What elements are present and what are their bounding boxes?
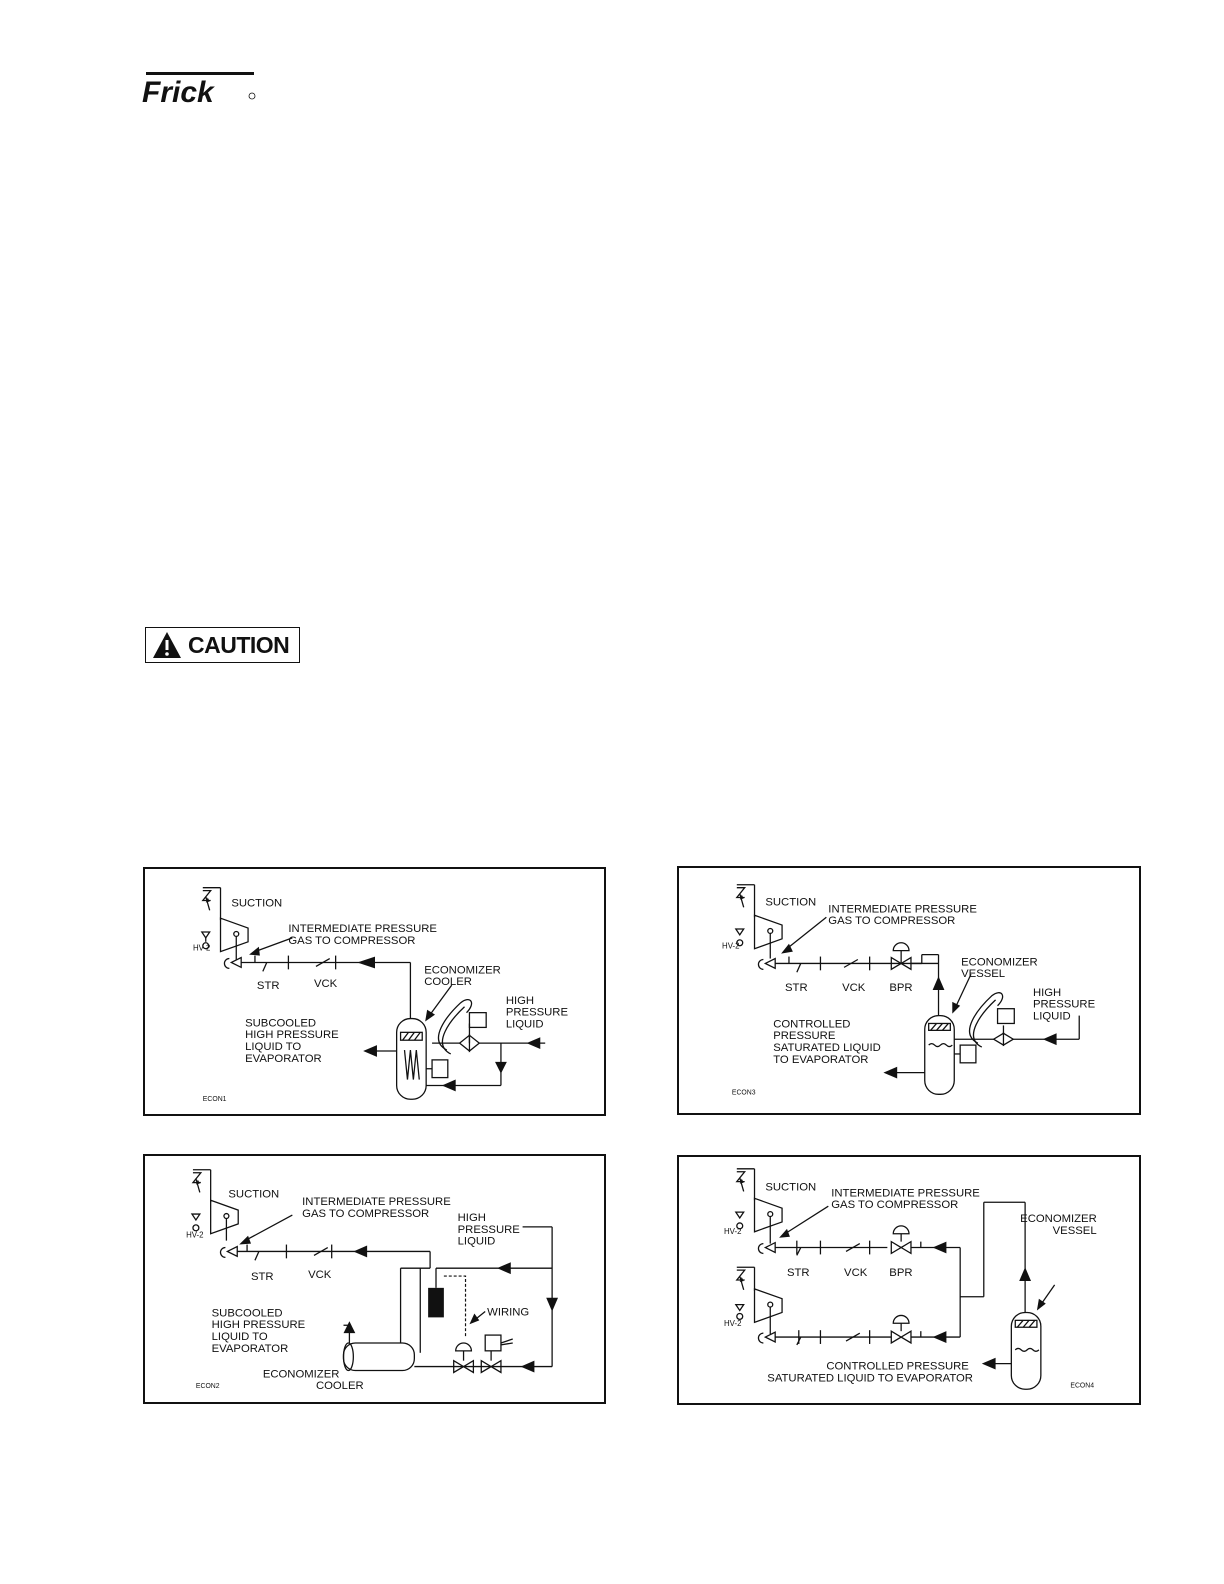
figure-id: ECON4 — [1070, 1382, 1095, 1390]
diagram-econ1 — [143, 867, 606, 1116]
label-out-3: SATURATED LIQUID — [773, 1042, 881, 1055]
label-vck: VCK — [313, 978, 338, 991]
label-out-4: EVAPORATOR — [211, 1342, 289, 1355]
figure-id: ECON2 — [195, 1383, 220, 1391]
label-hp-1: HIGH — [505, 994, 535, 1007]
label-out-1: CONTROLLED PRESSURE — [826, 1360, 969, 1373]
diagram-econ2 — [143, 1154, 606, 1404]
caution-label: CAUTION — [188, 631, 290, 658]
label-vck: VCK — [842, 981, 866, 994]
label-hv2: HV-2 — [192, 943, 211, 953]
label-intermediate-2: GAS TO COMPRESSOR — [831, 1199, 959, 1212]
warning-icon — [152, 631, 182, 659]
label-str: STR — [785, 981, 808, 994]
label-intermediate-2: GAS TO COMPRESSOR — [288, 934, 416, 947]
label-intermediate-2: GAS TO COMPRESSOR — [828, 915, 956, 928]
label-intermediate-2: GAS TO COMPRESSOR — [302, 1208, 430, 1221]
label-suction: SUCTION — [765, 896, 817, 909]
frick-logo — [140, 68, 260, 108]
label-hp-1: HIGH — [457, 1211, 486, 1224]
label-out-2: HIGH PRESSURE — [211, 1319, 306, 1332]
label-suction: SUCTION — [765, 1181, 817, 1194]
label-hv2-top: HV-2 — [724, 1226, 742, 1236]
diagram-econ4 — [677, 1155, 1141, 1405]
label-hp-1: HIGH — [1032, 986, 1062, 999]
label-vck: VCK — [844, 1267, 868, 1280]
label-out-2: SATURATED LIQUID TO EVAPORATOR — [767, 1372, 973, 1385]
label-out-2: HIGH PRESSURE — [245, 1029, 339, 1042]
label-bpr: BPR — [889, 981, 913, 994]
label-hv2: HV-2 — [186, 1230, 204, 1240]
label-out-1: CONTROLLED — [773, 1018, 851, 1031]
label-str: STR — [786, 1267, 810, 1280]
label-vessel-1: ECONOMIZER — [424, 964, 501, 977]
logo-text: Frick — [142, 76, 214, 108]
label-vessel-2: VESSEL — [1052, 1224, 1097, 1237]
label-out-4: TO EVAPORATOR — [773, 1053, 869, 1066]
label-intermediate-1: INTERMEDIATE PRESSURE — [828, 903, 977, 916]
label-wiring: WIRING — [487, 1306, 530, 1319]
label-out-2: PRESSURE — [773, 1030, 836, 1043]
caution-notice — [145, 627, 300, 663]
label-suction: SUCTION — [231, 897, 283, 910]
label-out-3: LIQUID TO — [211, 1331, 268, 1344]
label-out-1: SUBCOOLED — [245, 1017, 317, 1030]
label-bpr: BPR — [889, 1267, 913, 1280]
label-intermediate-1: INTERMEDIATE PRESSURE — [831, 1187, 980, 1200]
label-suction: SUCTION — [228, 1188, 280, 1201]
label-vessel-2: COOLER — [424, 976, 472, 989]
label-hp-3: LIQUID — [1032, 1010, 1071, 1023]
diagram-econ3 — [677, 866, 1141, 1115]
label-str: STR — [251, 1270, 274, 1283]
compressor-symbol-top — [736, 1169, 782, 1244]
label-hp-3: LIQUID — [457, 1235, 496, 1248]
label-vessel-2: COOLER — [315, 1380, 364, 1393]
figure-id: ECON1 — [202, 1096, 227, 1104]
label-intermediate-1: INTERMEDIATE PRESSURE — [288, 922, 437, 935]
label-intermediate-1: INTERMEDIATE PRESSURE — [302, 1196, 451, 1209]
label-vessel-1: ECONOMIZER — [262, 1368, 340, 1381]
label-hp-3: LIQUID — [505, 1018, 544, 1031]
label-str: STR — [256, 980, 280, 993]
label-vessel-2: VESSEL — [961, 968, 1006, 981]
label-vck: VCK — [308, 1269, 332, 1282]
label-hv2-bottom: HV-2 — [724, 1319, 742, 1329]
label-out-3: LIQUID TO — [245, 1041, 302, 1054]
label-out-4: EVAPORATOR — [245, 1052, 322, 1065]
label-vessel-1: ECONOMIZER — [1020, 1212, 1097, 1225]
compressor-symbol-bottom — [736, 1267, 782, 1334]
label-out-1: SUBCOOLED — [211, 1307, 283, 1320]
label-hp-2: PRESSURE — [505, 1006, 569, 1019]
label-vessel-1: ECONOMIZER — [961, 956, 1038, 969]
label-hp-2: PRESSURE — [1032, 998, 1096, 1011]
figure-id: ECON3 — [731, 1089, 756, 1097]
label-hv2: HV-2 — [722, 941, 740, 951]
label-hp-2: PRESSURE — [457, 1223, 520, 1236]
